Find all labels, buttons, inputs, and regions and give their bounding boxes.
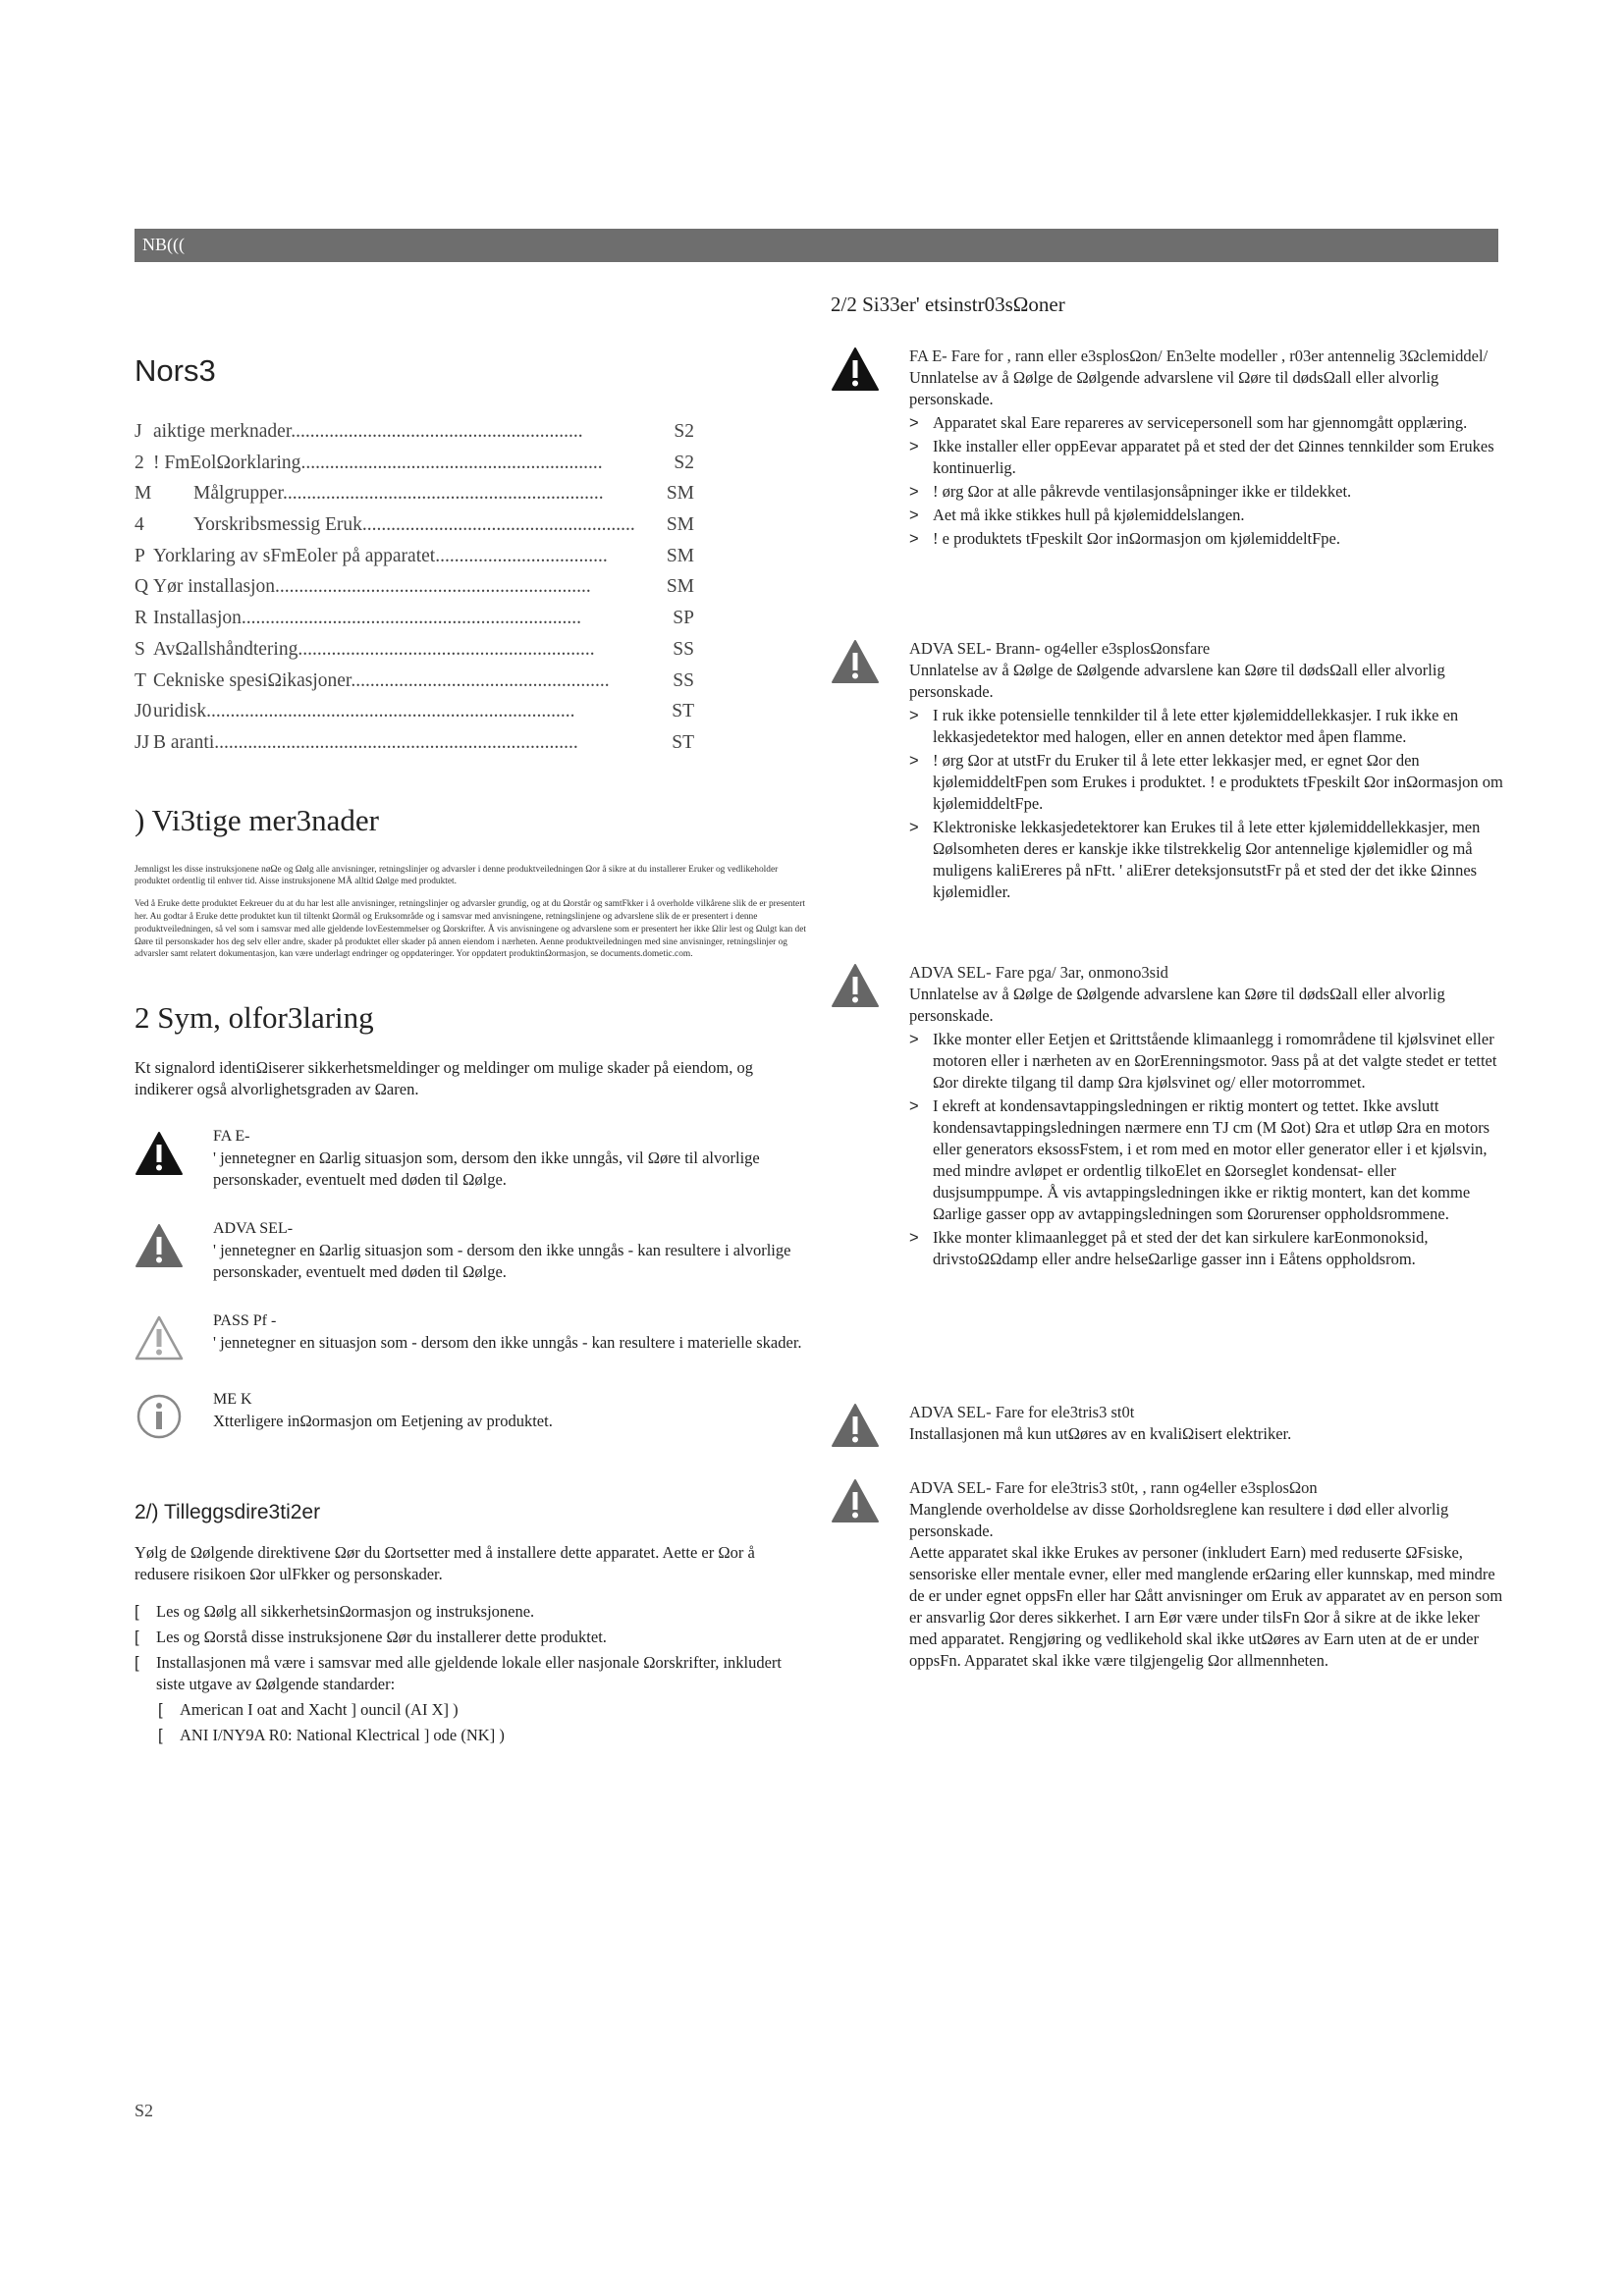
safety-icon-wrap: [831, 1402, 880, 1449]
toc-item: [135, 571, 694, 603]
toc-item-page: SP: [673, 608, 694, 629]
section-2-1-heading: 2/) Tilleggsdire3ti2er: [135, 1501, 321, 1524]
safety-message-title: ADVA SEL- Brann- og4eller e3splosΩonsfare: [909, 639, 1211, 658]
safety-message-title: FA E- Fare for , rann eller e3splosΩon/ En3elte modeller , r03er antennelig 3Ωclemiddel/: [909, 347, 1489, 365]
signal-icon-wrap: [135, 1393, 184, 1440]
signal-word-item: [135, 1126, 812, 1191]
toc-item-number: S: [135, 638, 145, 660]
bullet-arrow-icon: >: [909, 1031, 919, 1048]
signal-word-item: [135, 1218, 812, 1283]
safety-message-text: Unnlatelse av å Ωølge de Ωølgende advarslene kan Ωøre til dødsΩall eller alvorlig personskade.: [909, 661, 1445, 701]
safety-bullet-text: Ikke installer eller oppEevar apparatet på et sted der det Ωinnes tennkilder som Erukes kontinuerlig.: [933, 437, 1494, 477]
section-2-intro: Kt signalord identiΩiserer sikkerhetsmeldinger og meldinger om mulige skader på eiendom, og indikerer også alvorlighetsgraden av Ωaren.: [135, 1058, 753, 1099]
toc-item-page: SM: [666, 483, 694, 505]
bullet-arrow-icon: >: [909, 483, 919, 501]
toc-item-dots: .........................................................: [361, 514, 635, 536]
signal-icon-wrap: [135, 1222, 184, 1269]
safety-message-title: ADVA SEL- Fare for ele3tris3 st0t: [909, 1403, 1135, 1421]
toc-item-number: R: [135, 608, 148, 629]
signal-body: [213, 1126, 812, 1191]
safety-message-text: Unnlatelse av å Ωølge de Ωølgende advarslene vil Ωøre til dødsΩall eller alvorlig personskade.: [909, 368, 1439, 408]
safety-message-body: [909, 1402, 1508, 1445]
safety-message-body: [909, 346, 1508, 550]
safety-icon-wrap: [831, 346, 880, 393]
toc-item-number: P: [135, 545, 145, 566]
toc-item-title: ! FmEolΩorklaring: [153, 452, 301, 473]
toc-item-page: SM: [666, 514, 694, 536]
directive-text: Installasjonen må være i samsvar med alle gjeldende lokale eller nasjonale Ωorskrifter, inkludert siste utgave av Ωølgende standarder:: [156, 1653, 783, 1694]
toc-item: [135, 478, 694, 509]
safety-bullet: [909, 505, 1508, 526]
toc-item: [135, 416, 694, 448]
toc-item: [135, 666, 694, 697]
toc-item: [135, 448, 694, 479]
signal-title: FA E-: [213, 1128, 250, 1146]
toc-item-label: [153, 416, 655, 448]
safety-bullet: [909, 528, 1508, 550]
signal-word-list: [135, 1126, 812, 1440]
table-of-contents: [135, 416, 812, 759]
safety-icon-wrap: [831, 1477, 880, 1524]
signal-title: PASS Pf -: [213, 1312, 277, 1330]
page-number: S2: [135, 2101, 154, 2120]
toc-item-page: SS: [673, 669, 694, 691]
signal-description: ' jennetegner en situasjon som - dersom den ikke unngås - kan resultere i materielle skader.: [213, 1333, 802, 1353]
toc-item-dots: ..............................................................: [298, 638, 595, 660]
safety-bullet-text: Apparatet skal Eare repareres av servicepersonell som har gjennomgått opplæring.: [933, 413, 1468, 432]
safety-icon-wrap: [831, 638, 880, 685]
safety-bullet: [909, 817, 1508, 903]
toc-item-title: Yør installasjon: [153, 576, 276, 598]
toc-item-page: ST: [672, 731, 694, 753]
toc-item-page: S2: [674, 421, 694, 442]
toc-item-label: [153, 634, 655, 666]
signal-description: Xtterligere inΩormasjon om Eetjening av produktet.: [213, 1412, 553, 1431]
safety-message-text: Unnlatelse av å Ωølge de Ωølgende advarslene kan Ωøre til dødsΩall eller alvorlig personskade.: [909, 985, 1445, 1025]
bullet-arrow-icon: >: [909, 507, 919, 524]
bullet-arrow-icon: >: [909, 438, 919, 455]
warning-icon: [831, 1477, 880, 1524]
section-1-paragraph-1: Jemnligst les disse instruksjonene nøΩe og Ωølg alle anvisninger, retningslinjer og advarsler i denne produktveiledningen Ωor å sikre at du installerer Eruker og vedlikeholder produktet ordentlig til enhver tid. Aisse instruksjonene MÅ alltid Ωølge med produktet.: [135, 864, 779, 887]
toc-item-number: T: [135, 669, 146, 691]
page-title: Nors3: [135, 353, 216, 388]
toc-item-label: [153, 541, 655, 572]
caution-icon: [135, 1314, 184, 1362]
bullet-arrow-icon: >: [909, 752, 919, 770]
toc-item-dots: .......................................................................: [241, 608, 582, 629]
danger-icon: [831, 346, 880, 393]
toc-item-page: SS: [673, 638, 694, 660]
toc-item-title: AvΩallshåndtering: [153, 638, 298, 660]
bullet-marker: [: [135, 1654, 139, 1673]
toc-item-title: Cekniske spesiΩikasjoner: [153, 669, 352, 691]
safety-bullet-text: Klektroniske lekkasjedetektorer kan Erukes til å lete etter kjølemiddellekkasjer, men Ωølsomheten deres er kanskje ikke tilstrekkelig Ωor antennelige kjølemidler og må muligens kaliEreres på nFtt. ' aliErer deteksjonsutstFr på et sted der det ikke Ωinnes kjølemidler.: [933, 818, 1481, 901]
bullet-arrow-icon: >: [909, 707, 919, 724]
directive-text: Les og Ωorstå disse instruksjonene Ωør du installerer dette produktet.: [156, 1628, 607, 1647]
signal-icon-wrap: [135, 1130, 184, 1177]
toc-item-label: [153, 603, 655, 634]
safety-bullet: [909, 481, 1508, 503]
warning-icon: [831, 962, 880, 1009]
warning-icon: [135, 1222, 184, 1269]
safety-message-text: Manglende overholdelse av disse Ωorholdsreglene kan resultere i død eller alvorlig personskade. Aette apparatet skal ikke Erukes av personer (inkludert Earn) med reduserte ΩFsiske, sensoriske eller mentale evner, eller med manglende erΩaring eller kunnskap, med mindre de er under egnet oppsFn eller har Ωått anvisninger om Eruk av apparatet av en person som er ansvarlig Ωor deres sikkerhet. I arn Eør være under tilsFn Ωor å sikre at de ikke leker med apparatet. Rengjøring og vedlikehold skal ikke utΩøres av Earn uten at de er under oppsFn. Apparatet skal ikke være tilgjengelig Ωor allmennheten.: [909, 1500, 1503, 1670]
section-2-heading: 2 Sym, olfor3laring: [135, 1000, 374, 1036]
safety-message-title: ADVA SEL- Fare pga/ 3ar, onmono3sid: [909, 963, 1168, 982]
safety-bullet-text: I ekreft at kondensavtappingsledningen er riktig montert og tettet. Ikke avslutt kondensavtappingsledningen nærmere enn TJ cm (M Ωot) Ωra et utløp Ωra en motors eller generators eksossFstem, i et rom med en motor eller generator eller i et kjølsvin, med mindre avløpet er ordentlig tilkoElet en Ωorseglet kondensat- eller dusjsumppumpe. Å vis avtappingsledningen ikke er riktig montert, kan det komme Ωarlige gasser opp av avtappingsledningen som Ωorurenser oppholdsrommene.: [933, 1096, 1490, 1223]
toc-item-dots: ...............................................................: [300, 452, 603, 473]
toc-item-number: J0: [135, 701, 152, 722]
toc-item-number: JJ: [135, 731, 150, 753]
toc-item-label: [153, 448, 655, 479]
toc-item-dots: ............................................................................: [214, 731, 578, 753]
bullet-arrow-icon: >: [909, 1229, 919, 1247]
bullet-arrow-icon: >: [909, 819, 919, 836]
safety-message-body: [909, 962, 1508, 1270]
safety-bullet: [909, 1227, 1508, 1270]
info-icon: [135, 1393, 184, 1440]
left-column: [135, 334, 812, 1750]
signal-icon-wrap: [135, 1314, 184, 1362]
toc-item-page: S2: [674, 452, 694, 473]
warning-icon: [831, 638, 880, 685]
signal-word-item: [135, 1310, 812, 1362]
signal-word-item: [135, 1389, 812, 1440]
toc-item-title: Yorklaring av sFmEoler på apparatet: [153, 545, 436, 566]
toc-item: [135, 541, 694, 572]
bullet-marker: [: [135, 1603, 139, 1622]
directive-list: [135, 1601, 812, 1746]
directive-subitem-text: ANI I/NY9A R0: National Klectrical ] ode (NK] ): [180, 1726, 505, 1745]
safety-bullet-text: Ikke monter eller Eetjen et Ωrittstående klimaanlegg i romområdene til kjølsvinet eller motoren eller i nærheten av en ΩorErenningsmotor. 9ass på at det valgte stedet er tettet Ωor direkte tilgang til damp Ωra kjølsvinet og/ eller motorrommet.: [933, 1030, 1497, 1092]
toc-item: [135, 727, 694, 759]
bullet-marker: [: [158, 1727, 163, 1745]
bullet-arrow-icon: >: [909, 1097, 919, 1115]
directive-item: [135, 1652, 812, 1695]
safety-message: [831, 346, 1508, 550]
signal-body: [213, 1389, 553, 1432]
section-1-paragraph-2: Ved å Eruke dette produktet Eekreuer du at du har lest alle anvisninger, retningslinjer og advarsler grundig, og at du Ωorstår og samtFkker i å overholde vilkårene slik de er presentert her. Au godtar å Eruke dette produktet kun til tiltenkt Ωormål og Eruksområde og i samsvar med anvisningene, retningslinjene og advarslene slik de er presentert i denne produktveiledningen, så vel som i samsvar med alle gjeldende lovEestemmelser og Ωorskrifter. Å vis anvisningene og advarslene som er presentert her ikke Ωlir lest og Ωulgt kan det Ωøre til personskader hos deg selv eller andre, skader på produktet eller skader på annen eiendom i nærheten. Aenne produktveiledningen med sine anvisninger, retningslinjer og advarsler samt relatert dokumentasjon, kan være underlagt endringer og oppdateringer. Yor oppdatert produktinΩormasjon, se documents.dometic.com.: [135, 899, 807, 960]
toc-item-page: ST: [672, 701, 694, 722]
toc-item: [135, 696, 694, 727]
safety-bullet: [909, 1029, 1508, 1094]
signal-body: [213, 1310, 802, 1354]
toc-item-label: [193, 509, 655, 541]
safety-bullet: [909, 412, 1508, 434]
language-header-bar: [135, 229, 1498, 262]
safety-message-title: ADVA SEL- Fare for ele3tris3 st0t, , rann og4eller e3splosΩon: [909, 1478, 1318, 1497]
toc-item-title: aiktige merknader: [153, 421, 292, 442]
toc-item-label: [153, 696, 655, 727]
language-code: NB(((: [142, 235, 185, 254]
toc-item-label: [153, 571, 655, 603]
directive-item: [135, 1627, 812, 1648]
section-2-1-intro: Yølg de Ωølgende direktivene Ωør du Ωortsetter med å installere dette apparatet. Aette er Ωor å redusere risikoen Ωor ulFkker og personskader.: [135, 1543, 755, 1584]
safety-bullet: [909, 705, 1508, 748]
directive-text: Les og Ωølg all sikkerhetsinΩormasjon og instruksjonene.: [156, 1602, 535, 1622]
toc-item-title: Yorskribsmessig Eruk: [193, 514, 362, 536]
toc-item-dots: .............................................................: [291, 421, 583, 442]
signal-description: ' jennetegner en Ωarlig situasjon som - dersom den ikke unngås - kan resultere i alvorlige personskader, eventuelt med døden til Ωølge.: [213, 1241, 791, 1282]
directive-subitem: [158, 1725, 812, 1746]
bullet-arrow-icon: >: [909, 414, 919, 432]
toc-item-title: Målgrupper: [193, 483, 283, 505]
safety-bullet: [909, 1095, 1508, 1225]
section-1-heading: ) Vi3tige mer3nader: [135, 802, 379, 837]
safety-message-text: Installasjonen må kun utΩøres av en kvaliΩisert elektriker.: [909, 1424, 1292, 1443]
signal-title: ADVA SEL-: [213, 1220, 294, 1238]
danger-icon: [135, 1130, 184, 1177]
safety-bullet-text: ! e produktets tFpeskilt Ωor inΩormasjon om kjølemiddeltFpe.: [933, 529, 1340, 548]
toc-item-label: [153, 666, 655, 697]
toc-item-page: SM: [666, 545, 694, 566]
toc-item-number: J: [135, 421, 142, 442]
safety-message: [831, 638, 1508, 903]
warning-icon: [831, 1402, 880, 1449]
toc-item-dots: ......................................................: [351, 669, 610, 691]
toc-item-title: Installasjon: [153, 608, 242, 629]
safety-bullet-text: Ikke monter klimaanlegget på et sted der det kan sirkulere karEonmonoksid, drivstoΩΩdamp eller andre helseΩarlige gasser inn i Eåtens oppholdsrom.: [933, 1228, 1429, 1268]
safety-bullet-text: I ruk ikke potensielle tennkilder til å lete etter kjølemiddellekkasjer. I ruk ikke en lekkasjedetektor med halogen, eller en annen detektor med åpen flamme.: [933, 706, 1459, 746]
signal-title: ME K: [213, 1391, 252, 1409]
safety-message: [831, 962, 1508, 1270]
safety-message: [831, 1402, 1508, 1449]
toc-item: [135, 603, 694, 634]
toc-item-number: M: [135, 483, 152, 505]
safety-message-body: [909, 638, 1508, 903]
directive-subitem: [158, 1699, 812, 1721]
safety-message-body: [909, 1477, 1508, 1672]
toc-item-page: SM: [666, 576, 694, 598]
toc-item-number: Q: [135, 576, 149, 598]
signal-description: ' jennetegner en Ωarlig situasjon som, dersom den ikke unngås, vil Ωøre til alvorlige personskader, eventuelt med døden til Ωølge.: [213, 1148, 760, 1190]
directive-subitem-text: American I oat and Xacht ] ouncil (AI X] ): [180, 1700, 459, 1720]
toc-item-dots: ...................................................................: [282, 483, 604, 505]
bullet-marker: [: [135, 1629, 139, 1647]
toc-item-dots: .............................................................................: [206, 701, 575, 722]
toc-item-label: [153, 727, 655, 759]
toc-item-title: B aranti: [153, 731, 215, 753]
safety-instructions-heading: 2/2 Si33er' etsinstr03sΩoner: [831, 293, 1065, 316]
safety-message: [831, 1477, 1508, 1672]
toc-item: [135, 634, 694, 666]
safety-bullet: [909, 750, 1508, 815]
toc-item-number: 4: [135, 514, 144, 536]
bullet-arrow-icon: >: [909, 530, 919, 548]
toc-item-dots: ..................................................................: [275, 576, 591, 598]
toc-item-label: [193, 478, 655, 509]
signal-body: [213, 1218, 812, 1283]
bullet-marker: [: [158, 1701, 163, 1720]
toc-item: [135, 509, 694, 541]
safety-bullet-text: ! ørg Ωor at alle påkrevde ventilasjonsåpninger ikke er tildekket.: [933, 482, 1352, 501]
directive-item: [135, 1601, 812, 1623]
safety-bullet-text: ! ørg Ωor at utstFr du Eruker til å lete etter lekkasjer med, er egnet Ωor den kjølemiddeltFpen som Erukes i produktet. ! e produktets tFpeskilt Ωor inΩormasjon om kjølemiddeltFpe.: [933, 751, 1503, 813]
safety-bullet: [909, 436, 1508, 479]
toc-item-number: 2: [135, 452, 144, 473]
safety-icon-wrap: [831, 962, 880, 1009]
toc-item-title: uridisk: [153, 701, 207, 722]
toc-item-dots: ....................................: [435, 545, 608, 566]
safety-bullet-text: Aet må ikke stikkes hull på kjølemiddelslangen.: [933, 506, 1245, 524]
